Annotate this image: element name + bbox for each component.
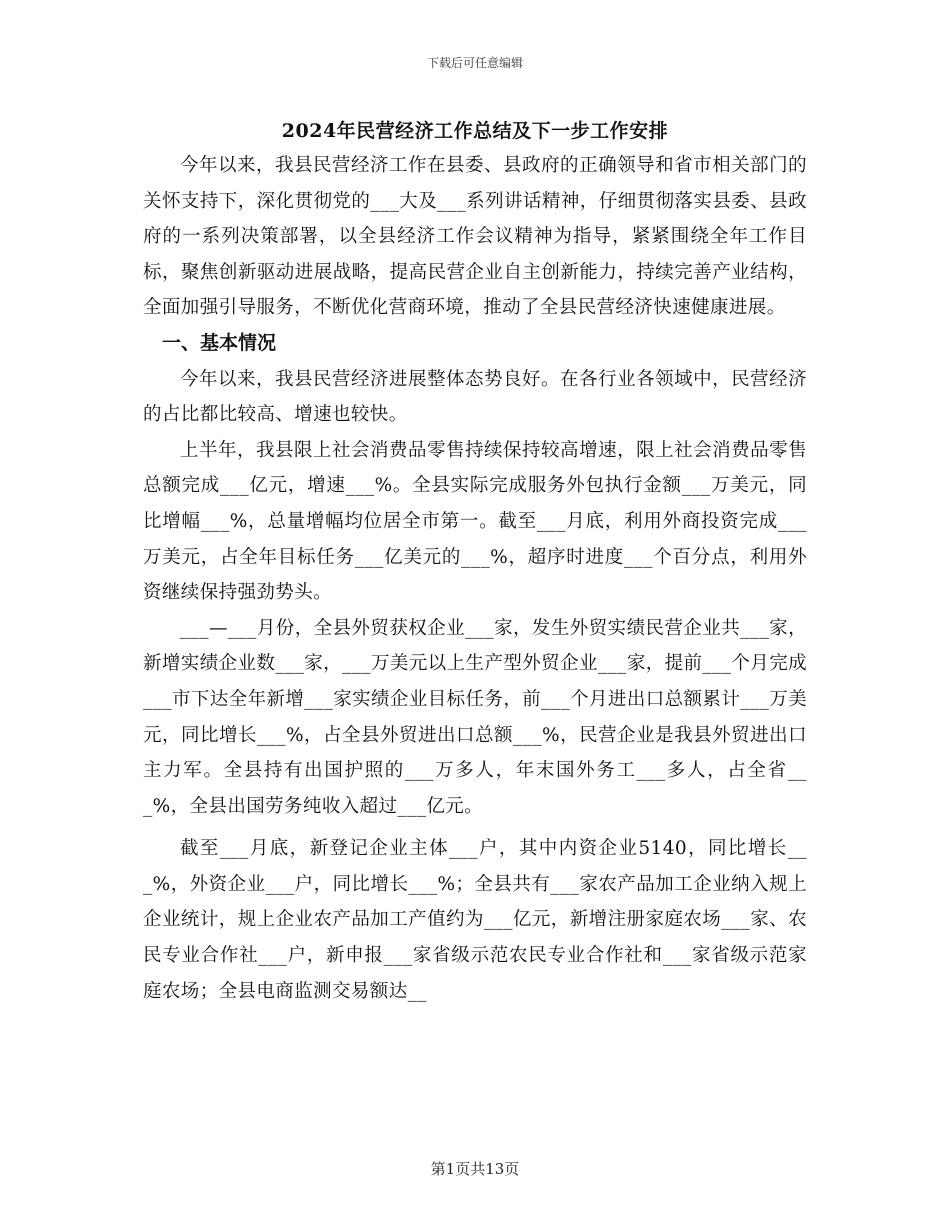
paragraph-first-half: 上半年，我县限上社会消费品零售持续保持较高增速，限上社会消费品零售总额完成___亿元，增速___%。全县实际完成服务外包执行金额___万美元，同比增幅___%，总量增幅均位居全市第一。截至___月底，利用外商投资完成___万美元，占全年目标任务___亿美元的___%，超序时进度___个百分点，利用外资继续保持强劲势头。: [143, 439, 807, 604]
paragraph-enterprises: 截至___月底，新登记企业主体___户，其中内资企业5140，同比增长___%，外资企业___户，同比增长___%；全县共有___家农产品加工企业纳入规上企业统计，规上企业农产品加工产值约为___亿元，新增注册家庭农场___家、农民专业合作社___户，新申报___家省级示范农民专业合作社和___家省级示范家庭农场；全县电商监测交易额达__: [143, 838, 807, 1002]
page-footer: 第1页共13页: [430, 1160, 520, 1178]
paragraph-overview: 今年以来，我县民营经济进展整体态势良好。在各行业各领域中，民营经济的占比都比较高、增速也较快。: [143, 368, 807, 426]
paragraph-intro: 今年以来，我县民营经济工作在县委、县政府的正确领导和省市相关部门的关怀支持下，深化贯彻党的___大及___系列讲话精神，仔细贯彻落实县委、县政府的一系列决策部署，以全县经济工作会议精神为指导，紧紧围绕全年工作目标，聚焦创新驱动进展战略，提高民营企业自主创新能力，持续完善产业结构，全面加强引导服务，不断优化营商环境，推动了全县民营经济快速健康进展。: [143, 155, 807, 319]
paragraph-foreign-trade: ___—___月份，全县外贸获权企业___家，发生外贸实绩民营企业共___家，新增实绩企业数___家，___万美元以上生产型外贸企业___家，提前___个月完成___市下达全年新增___家实绩企业目标任务，前___个月进出口总额累计___万美元，同比增长___%，占全县外贸进出口总额___%，民营企业是我县外贸进出口主力军。全县持有出国护照的___万多人，年末国外务工___多人，占全省___%，全县出国劳务纯收入超过___亿元。: [143, 617, 807, 817]
header-note: 下载后可任意编辑: [426, 56, 523, 70]
paragraph-gap: [143, 824, 807, 831]
section-heading-basic-situation: 一、基本情况: [162, 331, 277, 354]
document-title: 2024年民营经济工作总结及下一步工作安排: [281, 120, 669, 142]
document-body: [143, 148, 807, 1009]
